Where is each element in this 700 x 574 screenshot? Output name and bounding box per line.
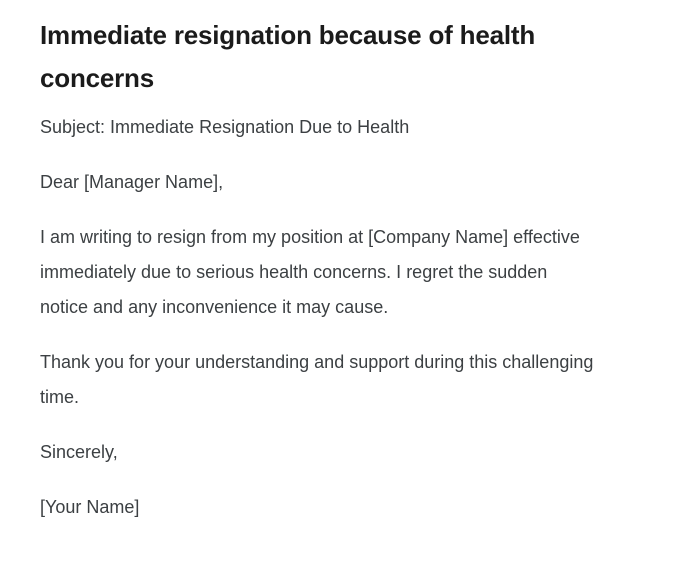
signature-placeholder: [Your Name] — [40, 497, 140, 517]
closing: Sincerely, — [40, 442, 118, 462]
body-paragraph-thanks: Thank you for your understanding and support during this challenging time. — [40, 352, 594, 407]
letter-title: Immediate resignation because of health concerns — [40, 20, 535, 93]
salutation: Dear [Manager Name], — [40, 172, 224, 192]
subject-line: Subject: Immediate Resignation Due to Health — [40, 117, 410, 137]
body-paragraph-resignation: I am writing to resign from my position at [Company Name] effective immediately due to serious health concerns. I regret the sudden notice and any inconvenience it may cause. — [40, 227, 580, 317]
